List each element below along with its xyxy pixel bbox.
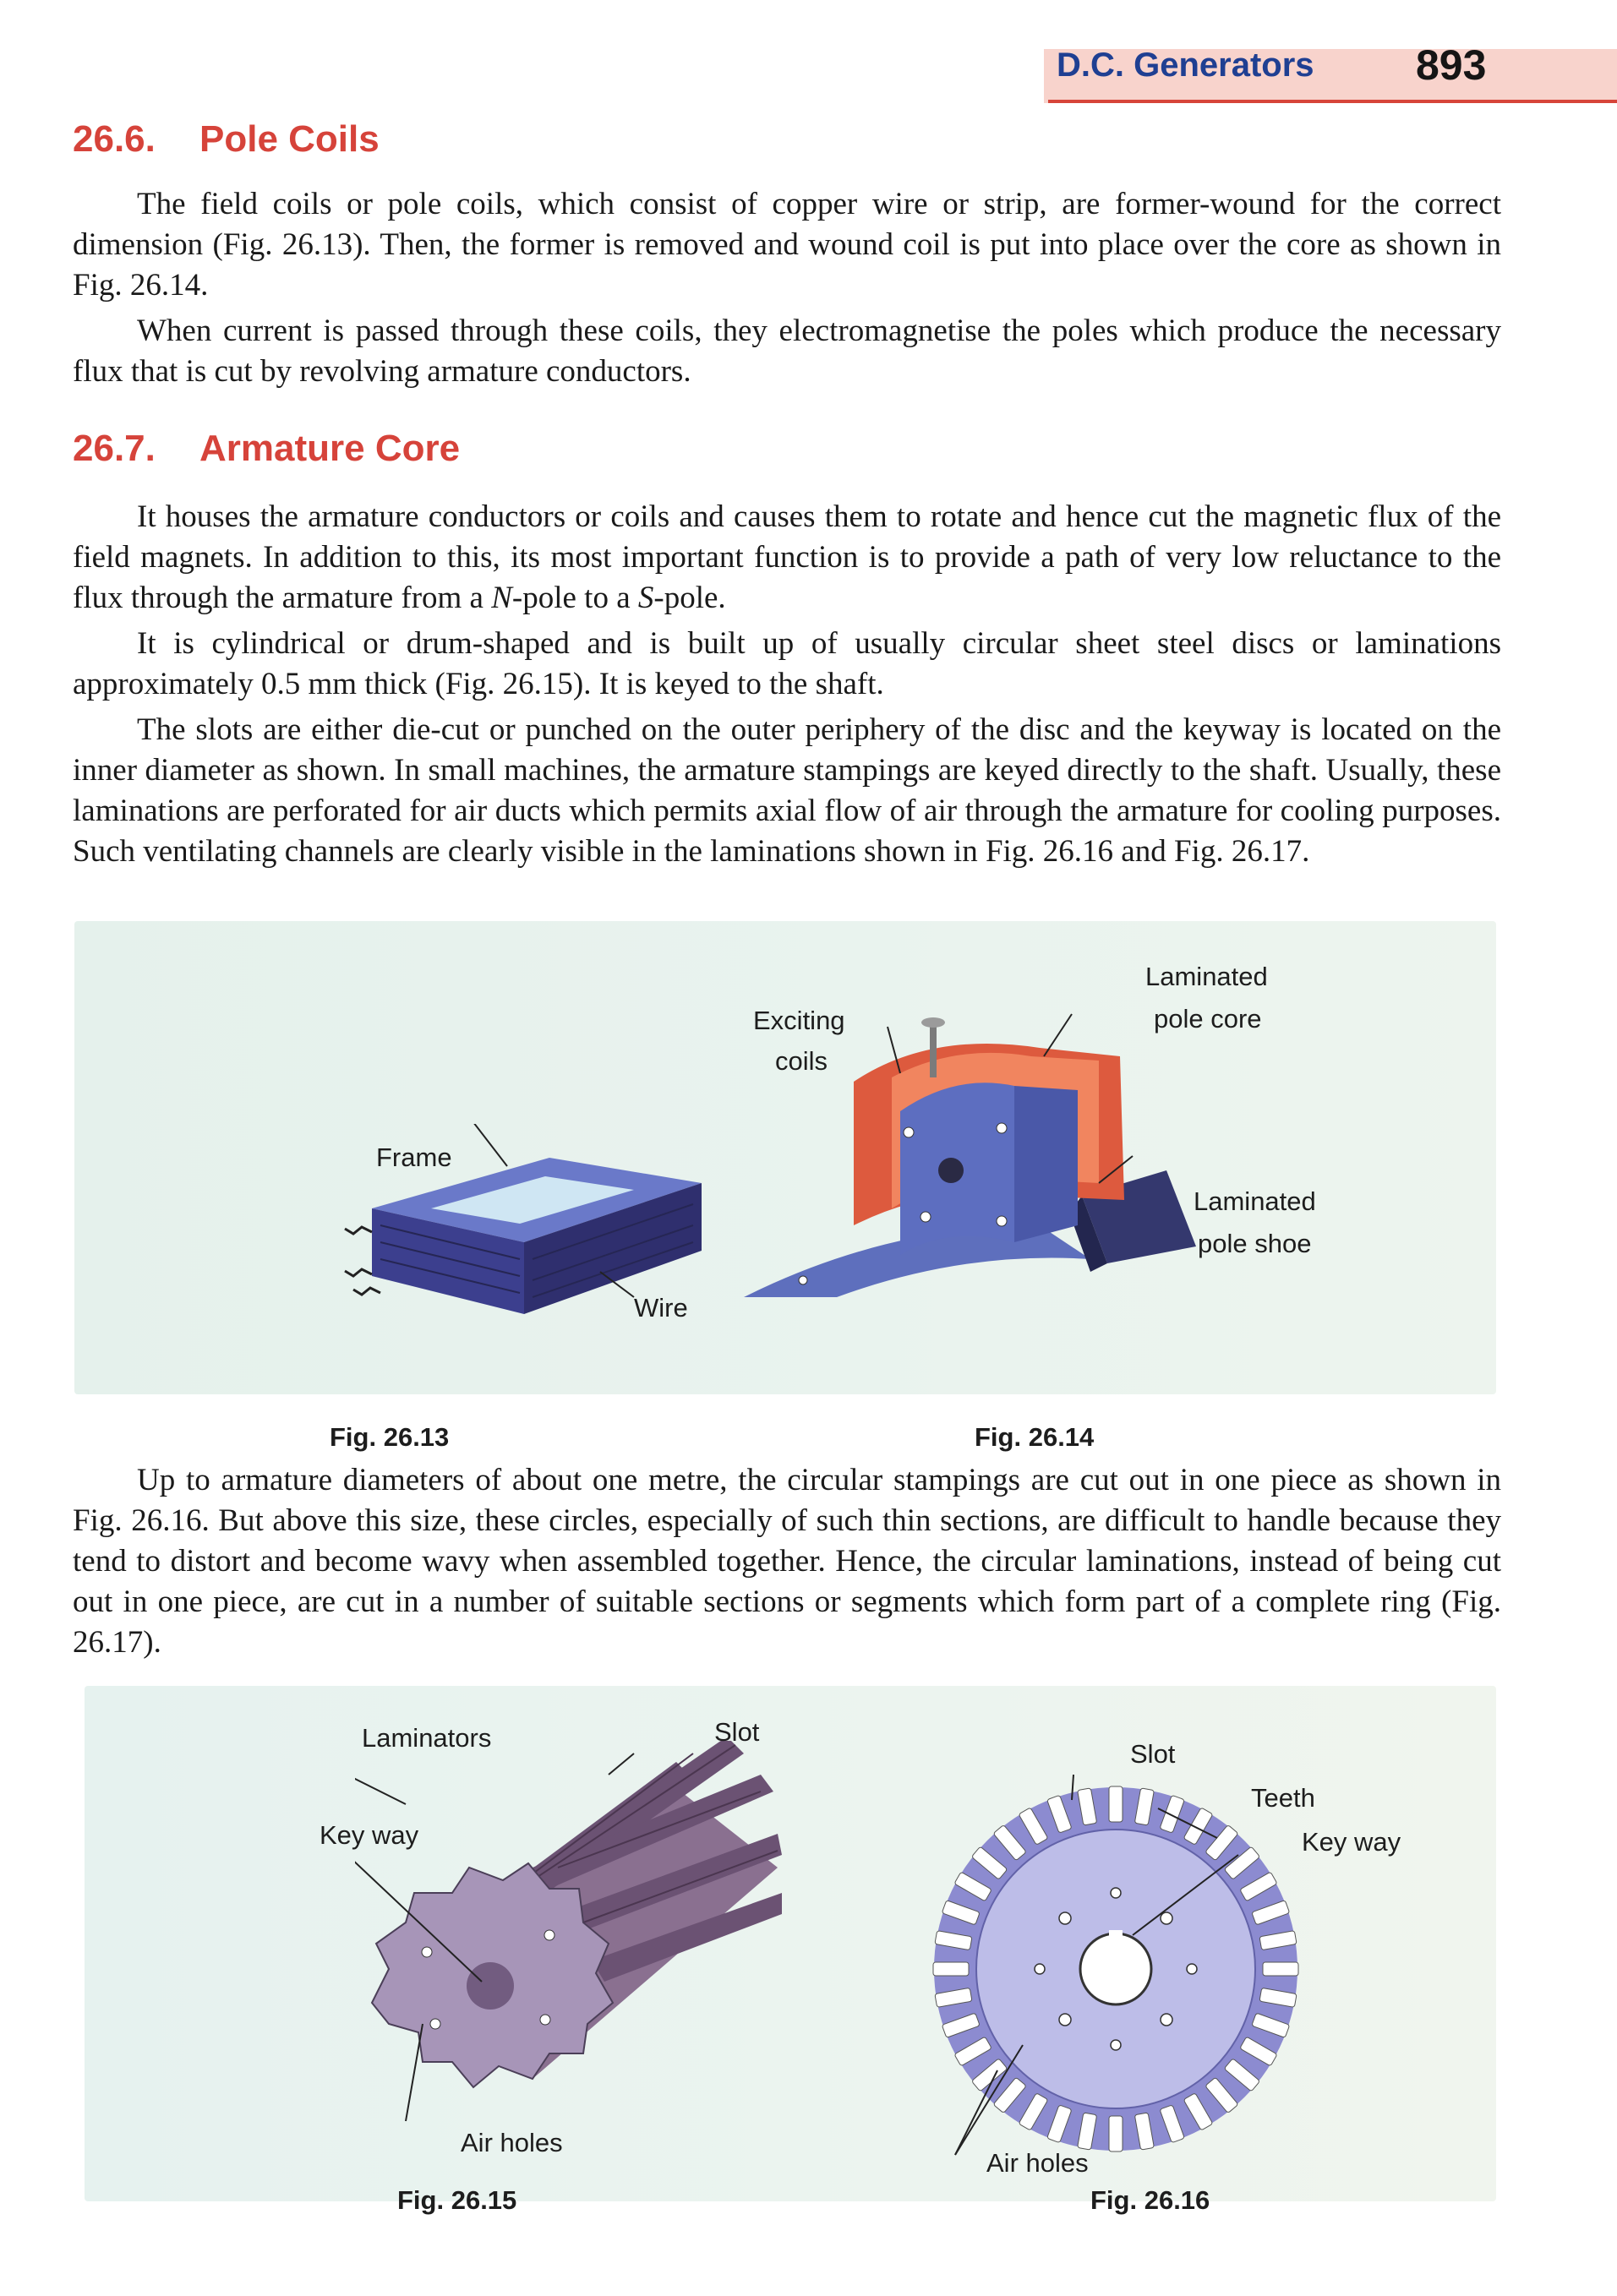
- header-rule: [1048, 100, 1617, 103]
- label-air-holes: Air holes: [461, 2128, 563, 2157]
- text-run: -pole.: [653, 581, 726, 615]
- armature-core-body-continued: [73, 1460, 1501, 1668]
- label-air-holes-stamping: Air holes: [986, 2148, 1089, 2178]
- caption-fig-26-13: Fig. 26.13: [330, 1422, 450, 1452]
- paragraph: Up to armature diameters of about one metre, the circular stampings are cut out in one piece as shown in Fig. 26.16. But above this size, these circles, especially of such thin sections, are difficult to handle because they tend to distort and become wavy when assembled together. Hence, the circular laminations, instead of being cut out in one piece, are cut in a number of suitable sections or segments which form part of a complete ring (Fig. 26.17).: [73, 1463, 1501, 1660]
- label-coils: coils: [775, 1046, 828, 1076]
- paragraph: It is cylindrical or drum-shaped and is built up of usually circular sheet steel discs or laminations approximately 0.5 mm thick (Fig. 26.15). It is keyed to the shaft.: [73, 626, 1501, 701]
- paragraph: When current is passed through these coils, they electromagnetise the poles which produce the necessary flux that is cut by revolving armature conductors.: [73, 314, 1501, 389]
- label-laminators: Laminators: [362, 1723, 492, 1753]
- section-heading-armature-core: [73, 428, 460, 470]
- chapter-title: D.C. Generators: [1057, 46, 1314, 84]
- section-title: Armature Core: [199, 428, 461, 469]
- caption-fig-26-14: Fig. 26.14: [975, 1422, 1095, 1452]
- pole-s: S: [637, 581, 654, 615]
- armature-core-body: [73, 497, 1501, 877]
- label-laminated-pole-core-1: Laminated: [1145, 962, 1268, 991]
- armature-stamping-illustration: [921, 1775, 1310, 2163]
- label-slot: Slot: [714, 1717, 760, 1747]
- paragraph: [73, 497, 1501, 619]
- label-wire: Wire: [634, 1293, 688, 1323]
- pole-n: N: [491, 581, 512, 615]
- pole-coils-body: [73, 184, 1501, 397]
- section-number: 26.6.: [73, 118, 156, 160]
- section-number: 26.7.: [73, 428, 156, 469]
- caption-fig-26-15: Fig. 26.15: [397, 2185, 517, 2215]
- caption-fig-26-16: Fig. 26.16: [1090, 2185, 1210, 2215]
- label-laminated-pole-shoe-2: pole shoe: [1198, 1229, 1312, 1258]
- paragraph: The field coils or pole coils, which consist of copper wire or strip, are former-wound for the correct dimension (Fig. 26.13). Then, the former is removed and wound coil is put into place over the core as shown in Fig. 26.14.: [73, 187, 1501, 303]
- text-run: It houses the armature conductors or coils and causes them to rotate and hence cut the magnetic flux of the field magnets. In addition to this, its most important function is to provide a path of very low reluctance to the flux through the armature from a: [73, 499, 1501, 615]
- label-laminated-pole-shoe-1: Laminated: [1194, 1186, 1316, 1216]
- label-exciting: Exciting: [753, 1006, 845, 1035]
- section-title: Pole Coils: [199, 118, 380, 160]
- label-key-way-stamping: Key way: [1302, 1827, 1401, 1857]
- label-key-way: Key way: [320, 1820, 419, 1850]
- label-slot-stamping: Slot: [1130, 1739, 1176, 1769]
- armature-core-illustration: [355, 1741, 795, 2130]
- label-laminated-pole-core-2: pole core: [1154, 1004, 1262, 1033]
- page-number: 893: [1416, 41, 1487, 89]
- label-teeth: Teeth: [1251, 1783, 1315, 1813]
- label-frame: Frame: [376, 1143, 452, 1172]
- text-run: -pole to a: [511, 581, 638, 615]
- section-heading-pole-coils: [73, 118, 380, 161]
- paragraph: The slots are either die-cut or punched on the outer periphery of the disc and the keyway is located on the inner diameter as shown. In small machines, the armature stampings are keyed directly to the shaft. Usually, these laminations are perforated for air ducts which permits axial flow of air through the armature for cooling purposes. Such ventilating channels are clearly visible in the laminations shown in Fig. 26.16 and Fig. 26.17.: [73, 712, 1501, 869]
